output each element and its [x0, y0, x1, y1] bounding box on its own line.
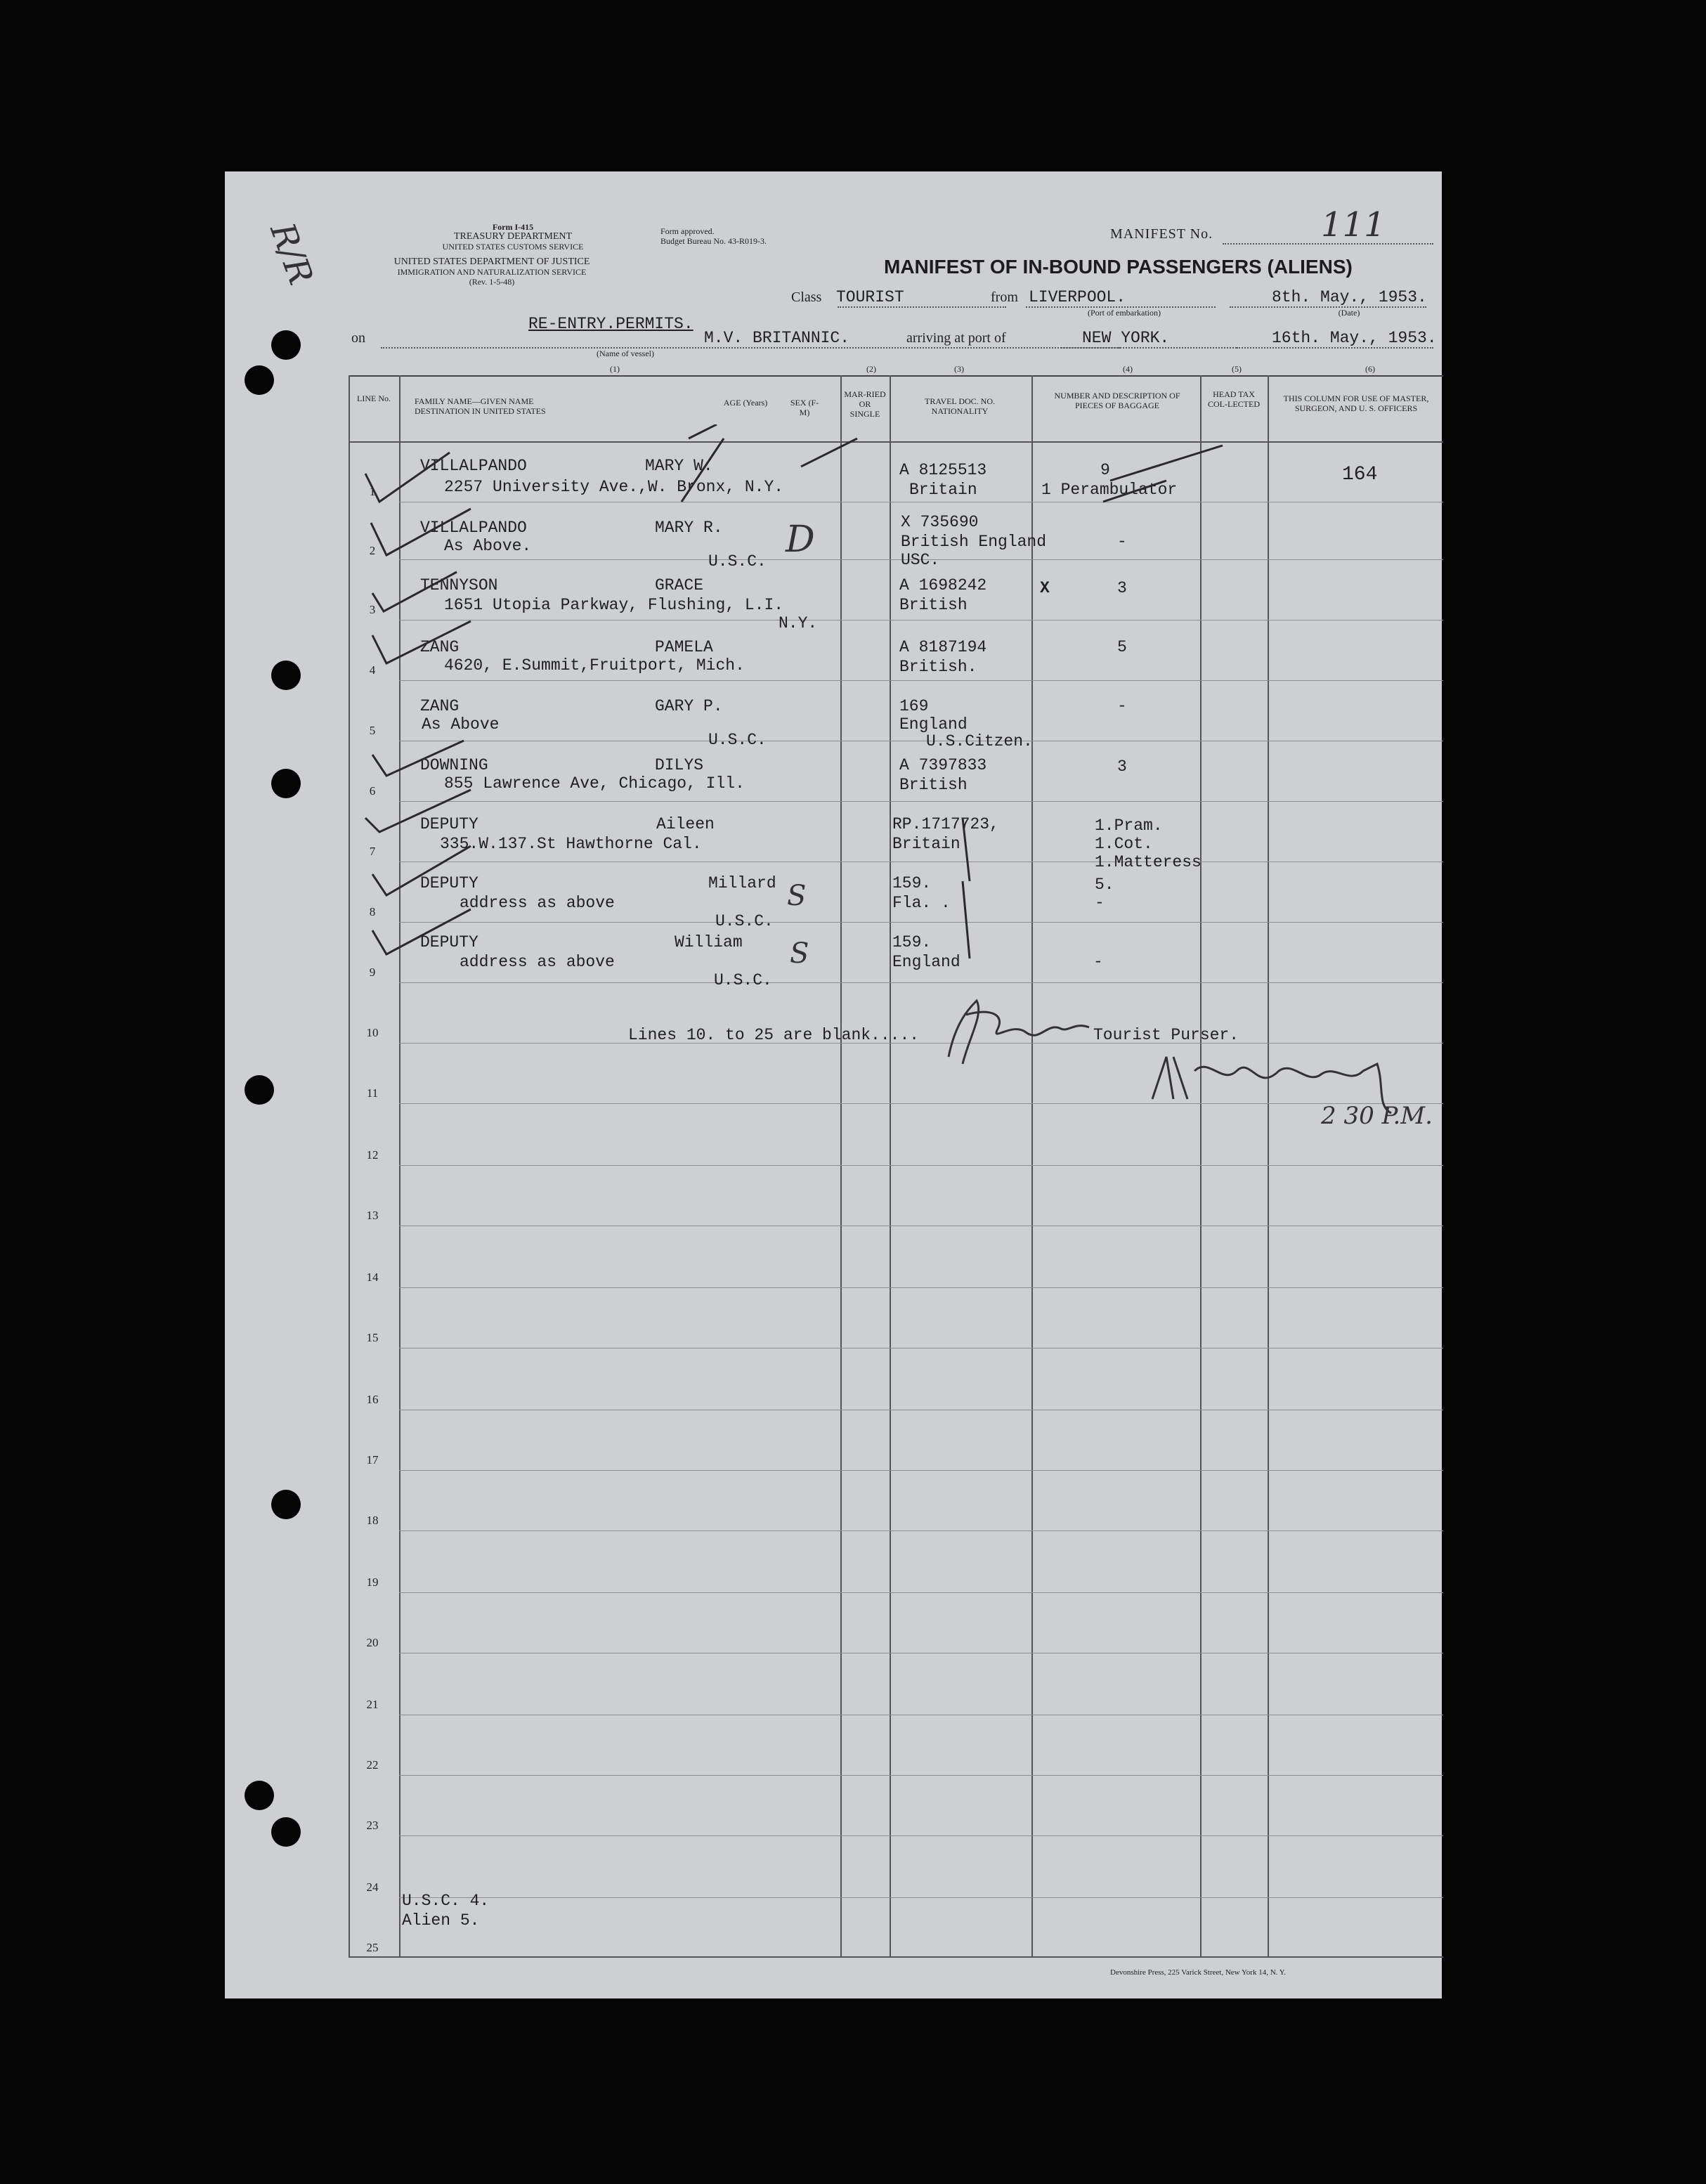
citizen-flag: U.S.C.: [708, 731, 767, 749]
travel-doc: 159.: [892, 874, 932, 892]
family-name: ZANG: [420, 638, 460, 656]
destination: 2257 University Ave.,W. Bronx, N.Y.: [444, 478, 784, 496]
line-number: 15: [366, 1331, 379, 1344]
line-number: 14: [366, 1270, 379, 1284]
manifest-number: 111: [1321, 205, 1386, 245]
row-rule: [399, 1775, 1443, 1776]
form-approved: Form approved.: [660, 226, 715, 236]
officer-number: 164: [1342, 464, 1378, 486]
line-number: 7: [369, 845, 376, 858]
line-number: 11: [366, 1086, 379, 1100]
baggage-item: 1.Pram.: [1095, 817, 1163, 835]
on-label: on: [351, 330, 365, 346]
line-number: 18: [366, 1514, 379, 1527]
baggage-desc: 1 Perambulator: [1041, 481, 1178, 499]
line-number: 21: [366, 1698, 379, 1711]
given-name: MARY W.: [645, 457, 713, 475]
header-travel-doc: TRAVEL DOC. NO. NATIONALITY: [924, 396, 995, 416]
baggage-count: 5: [1117, 638, 1127, 656]
handwritten-mark: S: [790, 937, 809, 970]
line-number: 19: [366, 1575, 379, 1589]
col-number: (2): [866, 364, 876, 374]
baggage-count: -: [1117, 533, 1127, 551]
alien-total: Alien 5.: [402, 1911, 480, 1930]
punch-hole: [245, 1781, 274, 1810]
date-caption: (Date): [1338, 308, 1360, 318]
vessel-caption: (Name of vessel): [597, 349, 654, 358]
form-number: Form I-415: [492, 222, 534, 232]
baggage-count: -: [1095, 894, 1105, 912]
line-number: 3: [369, 603, 376, 616]
destination: As Above: [422, 715, 500, 734]
line-number: 24: [366, 1880, 379, 1894]
row-rule: [399, 1835, 1443, 1836]
row-rule: [399, 1530, 1443, 1531]
nationality: England: [892, 953, 961, 971]
row-rule: [399, 1470, 1443, 1471]
nationality: Britain: [892, 835, 961, 853]
given-name: Millard: [708, 874, 776, 892]
row-rule: [399, 1897, 1443, 1898]
line-number: 9: [369, 966, 376, 979]
line-number: 8: [369, 905, 376, 918]
struck-mark: X: [1040, 579, 1050, 597]
treasury-dept: TREASURY DEPARTMENT: [453, 231, 573, 242]
nationality: British: [899, 596, 968, 614]
travel-doc: A 8125513: [899, 461, 987, 479]
nationality: Britain: [909, 481, 977, 499]
family-name: DEPUTY: [420, 933, 478, 951]
travel-doc: A 7397833: [899, 756, 987, 774]
punch-hole: [271, 1817, 301, 1847]
baggage-count: 3: [1117, 758, 1127, 776]
given-name: PAMELA: [655, 638, 713, 656]
header-baggage: NUMBER AND DESCRIPTION OF PIECES OF BAGGAGE: [1054, 391, 1180, 410]
manifest-page: [225, 171, 1442, 1998]
line-number: 20: [366, 1636, 379, 1649]
from-label: from: [991, 290, 1018, 305]
class-value: TOURIST: [836, 288, 904, 306]
nationality: England: [899, 715, 968, 734]
class-line: [838, 306, 1006, 308]
budget-bureau: Budget Bureau No. 43-R019-3.: [660, 236, 767, 246]
nationality: British England: [901, 533, 1047, 551]
table-bottom-border: [349, 1956, 1443, 1958]
ins-service: IMMIGRATION AND NATURALIZATION SERVICE: [397, 267, 587, 277]
travel-doc: A 8187194: [899, 638, 987, 656]
col-divider: [349, 375, 350, 1956]
line-number: 17: [366, 1453, 379, 1467]
family-name: DEPUTY: [420, 815, 478, 833]
purser-title: Tourist Purser.: [1093, 1026, 1239, 1044]
line-number: 23: [366, 1819, 379, 1832]
header-sex: SEX (F-M): [790, 398, 819, 417]
destination: address as above: [460, 894, 615, 912]
nationality: British: [899, 776, 968, 794]
margin-note: R/R: [262, 218, 321, 290]
destination: 4620, E.Summit,Fruitport, Mich.: [444, 656, 745, 675]
punch-hole: [245, 1075, 274, 1105]
header-name: FAMILY NAME—GIVEN NAME: [415, 396, 534, 406]
header-destination: DESTINATION IN UNITED STATES: [415, 406, 546, 416]
row-rule: [399, 1592, 1443, 1593]
line-number: 16: [366, 1393, 379, 1406]
handwritten-mark: S: [787, 880, 807, 912]
destination: 335.W.137.St Hawthorne Cal.: [440, 835, 702, 853]
revision: (Rev. 1-5-48): [469, 277, 515, 287]
row-rule: [399, 1287, 1443, 1288]
arrival-date: 16th. May., 1953.: [1272, 329, 1437, 347]
destination: 855 Lawrence Ave, Chicago, Ill.: [444, 774, 745, 793]
travel-doc: X 735690: [901, 513, 979, 531]
vessel-line: [381, 347, 1120, 349]
line-number: 6: [369, 784, 376, 798]
travel-doc: A 1698242: [899, 576, 987, 594]
travel-doc: 169: [899, 697, 929, 715]
line-number: 2: [369, 544, 376, 557]
table-top-border: [349, 375, 1443, 377]
given-name: William: [675, 933, 743, 951]
arriving-label: arriving at port of: [906, 330, 1006, 346]
line-number: 12: [366, 1148, 379, 1162]
nationality: Fla. .: [892, 894, 951, 912]
arrival-port-line: [1061, 347, 1237, 349]
given-name: MARY R.: [655, 519, 723, 537]
arrival-date-line: [1237, 347, 1433, 349]
manifest-number-label: MANIFEST No.: [1110, 226, 1213, 242]
baggage-count: -: [1093, 953, 1103, 971]
line-number: 13: [366, 1209, 379, 1222]
header-head-tax: HEAD TAX COL-LECTED: [1208, 389, 1260, 409]
destination-cont: N.Y.: [779, 614, 818, 632]
nationality-note: USC.: [901, 551, 940, 569]
col-number: (4): [1123, 364, 1133, 374]
customs-service: UNITED STATES CUSTOMS SERVICE: [442, 242, 584, 252]
blank-lines-note: Lines 10. to 25 are blank.....: [628, 1026, 920, 1044]
given-name: GRACE: [655, 576, 704, 594]
header-age: AGE (Years): [723, 398, 768, 408]
punch-hole: [245, 365, 274, 395]
punch-hole: [271, 769, 301, 798]
purser-signature: [927, 994, 1096, 1071]
travel-doc: RP.1717723,: [892, 815, 999, 833]
usc-total: U.S.C. 4.: [402, 1892, 490, 1910]
line-number: 1: [369, 485, 376, 498]
nationality-note: U.S.Citzen.: [926, 732, 1033, 750]
line-number: 25: [366, 1941, 379, 1954]
re-entry-permits: RE-ENTRY.PERMITS.: [528, 315, 694, 333]
row-rule: [399, 1165, 1443, 1166]
citizen-flag: U.S.C.: [714, 971, 772, 989]
given-name: Aileen: [656, 815, 715, 833]
header-line-no: LINE No.: [357, 394, 391, 403]
destination: As Above.: [444, 537, 532, 555]
line-number: 22: [366, 1758, 379, 1772]
port-caption: (Port of embarkation): [1088, 308, 1161, 318]
handwritten-mark: D: [786, 519, 815, 561]
family-name: VILLALPANDO: [420, 457, 527, 475]
col-number: (5): [1232, 364, 1242, 374]
punch-hole: [271, 661, 301, 690]
officer-time: 2 30 P.M.: [1321, 1102, 1433, 1130]
family-name: ZANG: [420, 697, 460, 715]
punch-hole: [271, 330, 301, 360]
family-name: VILLALPANDO: [420, 519, 527, 537]
col-number: (1): [610, 364, 620, 374]
justice-dept: UNITED STATES DEPARTMENT OF JUSTICE: [393, 256, 590, 267]
check-marks: [351, 424, 1335, 987]
destination: address as above: [460, 953, 615, 971]
family-name: TENNYSON: [420, 576, 498, 594]
vessel-name: M.V. BRITANNIC.: [704, 329, 850, 347]
baggage-item: 1.Matteress: [1095, 853, 1202, 871]
date-value: 8th. May., 1953.: [1272, 288, 1427, 306]
col-number: (6): [1365, 364, 1375, 374]
citizen-flag: U.S.C.: [715, 912, 774, 930]
class-label: Class: [791, 290, 822, 305]
destination: 1651 Utopia Parkway, Flushing, L.I.: [444, 596, 784, 614]
manifest-title: MANIFEST OF IN-BOUND PASSENGERS (ALIENS): [884, 256, 1353, 278]
line-number: 5: [369, 724, 376, 737]
baggage-count: -: [1117, 697, 1127, 715]
arrival-port: NEW YORK.: [1082, 329, 1170, 347]
family-name: DOWNING: [420, 756, 488, 774]
given-name: GARY P.: [655, 697, 723, 715]
punch-hole: [271, 1490, 301, 1519]
header-married: MAR-RIED OR SINGLE: [844, 389, 886, 419]
from-value: LIVERPOOL.: [1029, 288, 1126, 306]
line-number: 4: [369, 663, 376, 677]
line-number: 10: [366, 1026, 379, 1039]
printer-imprint: Devonshire Press, 225 Varick Street, New York 14, N. Y.: [1110, 1968, 1287, 1977]
baggage-count: 3: [1117, 579, 1127, 597]
header-officers: THIS COLUMN FOR USE OF MASTER, SURGEON, AND U. S. OFFICERS: [1283, 394, 1429, 413]
col-number: (3): [954, 364, 964, 374]
travel-doc: 159.: [892, 933, 932, 951]
baggage-count: 5.: [1095, 876, 1114, 894]
given-name: DILYS: [655, 756, 704, 774]
baggage-count: 9: [1100, 461, 1110, 479]
nationality: British.: [899, 658, 977, 676]
baggage-item: 1.Cot.: [1095, 835, 1153, 853]
citizen-flag: U.S.C.: [708, 552, 767, 571]
family-name: DEPUTY: [420, 874, 478, 892]
